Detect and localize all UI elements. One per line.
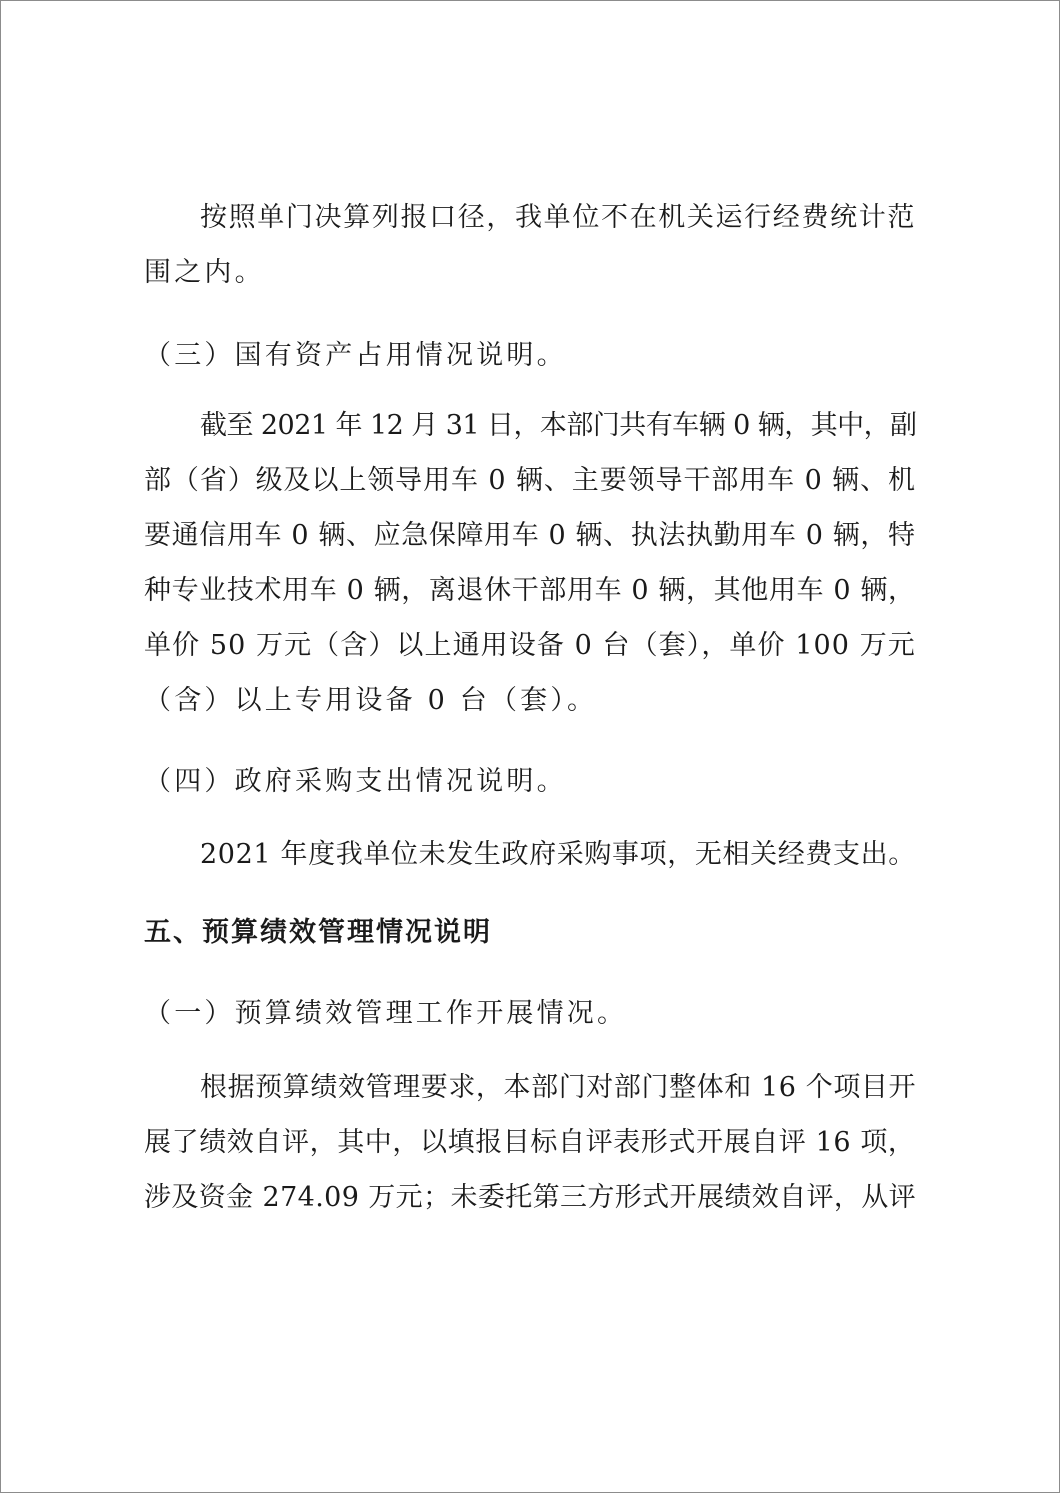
- subheading-state-assets: （三）国有资产占用情况说明。: [144, 340, 567, 371]
- paragraph-operating-funds-line: 围之内。: [144, 257, 265, 288]
- paragraph-state-assets-line: 种专业技术用车 0 辆，离退休干部用车 0 辆，其他用车 0 辆，: [144, 575, 916, 606]
- section-heading-performance: 五、预算绩效管理情况说明: [144, 917, 492, 948]
- paragraph-state-assets-line: 部（省）级及以上领导用车 0 辆、主要领导干部用车 0 辆、机: [144, 465, 916, 496]
- paragraph-operating-funds-line: 按照单门决算列报口径，我单位不在机关运行经费统计范: [200, 202, 916, 233]
- paragraph-state-assets-line: 单价 50 万元（含）以上通用设备 0 台（套），单价 100 万元: [144, 630, 916, 661]
- paragraph-state-assets-line: 截至 2021 年 12 月 31 日，本部门共有车辆 0 辆，其中，副: [200, 410, 917, 441]
- subheading-procurement: （四）政府采购支出情况说明。: [144, 766, 567, 797]
- paragraph-state-assets-line: 要通信用车 0 辆、应急保障用车 0 辆、执法执勤用车 0 辆，特: [144, 520, 916, 551]
- paragraph-performance-work-line: 根据预算绩效管理要求，本部门对部门整体和 16 个项目开: [200, 1072, 917, 1103]
- subheading-performance-work: （一）预算绩效管理工作开展情况。: [144, 998, 628, 1029]
- paragraph-state-assets-line: （含）以上专用设备 0 台（套）。: [144, 685, 598, 716]
- paragraph-procurement-line: 2021 年度我单位未发生政府采购事项，无相关经费支出。: [200, 839, 916, 870]
- paragraph-performance-work-line: 涉及资金 274.09 万元；未委托第三方形式开展绩效自评，从评: [144, 1182, 917, 1213]
- paragraph-performance-work-line: 展了绩效自评，其中，以填报目标自评表形式开展自评 16 项，: [144, 1127, 916, 1158]
